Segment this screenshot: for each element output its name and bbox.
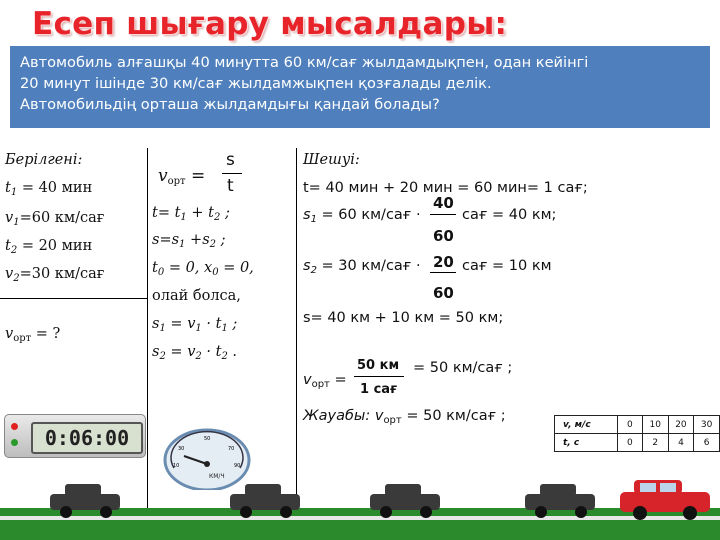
formula-s-sum: $s=s_1 +s_2$ ; — [152, 232, 226, 250]
vavg-fraction-num: 50 км — [357, 358, 400, 373]
s2-fraction-num: 20 — [433, 253, 454, 271]
vavg-fraction-bar — [354, 376, 404, 377]
formula-initial: $t_0 = 0$, $x_0 = 0$, — [152, 260, 254, 278]
formula-t-sum: $t= t_1 + t_2$ ; — [152, 205, 230, 223]
given-v1: $v_1=60$ км/сағ — [5, 210, 105, 228]
table-row — [555, 434, 720, 452]
solution-s1-line: $s_1 = 60$ км/сағ · — [303, 207, 421, 225]
speedometer-tick: 30 — [178, 446, 185, 452]
timer-green-led — [11, 439, 18, 446]
solution-s1-suffix: сағ = 40 км; — [462, 207, 557, 223]
speedometer-tick: 50 — [204, 436, 211, 442]
speed-time-table — [554, 415, 720, 452]
table-cell: 30 — [694, 416, 720, 434]
vavg-lhs: $v_{орт}$ = — [303, 372, 347, 390]
given-t1: $t_1 = 40$ мин — [5, 180, 93, 198]
table-v-label: v, м/с — [555, 416, 618, 434]
solution-t-line: t= 40 мин + 20 мин = 60 мин= 1 сағ; — [303, 180, 588, 196]
formula-then: олай болса, — [152, 288, 241, 304]
problem-line-3: Автомобильдің орташа жылдамдығы қандай болады? — [20, 96, 440, 113]
road-illustration — [0, 480, 720, 540]
given-divider — [0, 298, 147, 299]
solution-s2-suffix: сағ = 10 км — [462, 258, 552, 274]
vavg-formula-den: t — [227, 176, 234, 196]
speedometer-tick: 90 — [234, 463, 241, 469]
given-header: Берілгені: — [5, 152, 83, 168]
answer-line: Жауабы: $v_{орт} = 50$ км/сағ ; — [303, 408, 506, 426]
given-v2: $v_2=30$ км/сағ — [5, 266, 105, 284]
table-cell: 20 — [668, 416, 694, 434]
timer-red-led — [11, 423, 18, 430]
vavg-result: = 50 км/сағ ; — [413, 360, 513, 376]
s1-fraction-num: 40 — [433, 194, 454, 212]
page-title: Есеп шығару мысалдары: — [32, 6, 508, 42]
formula-s2: $s_2 = v_2 \cdot t_2$ . — [152, 344, 238, 362]
speedometer-unit: КМ/Ч — [209, 473, 225, 480]
vavg-formula-num: s — [226, 150, 235, 170]
solution-header: Шешуі: — [303, 152, 360, 168]
table-cell: 4 — [668, 434, 694, 452]
digital-timer — [4, 414, 146, 458]
problem-line-2: 20 минут ішінде 30 км/сағ жылдамжықпен қозғалады делік. — [20, 75, 492, 92]
table-cell: 0 — [617, 416, 642, 434]
vavg-fraction-den: 1 сағ — [360, 382, 398, 397]
vavg-formula-bar — [222, 173, 242, 174]
table-t-label: t, с — [555, 434, 618, 452]
find-vavg: $v_{орт}$ = ? — [5, 326, 61, 344]
speedometer-tick: 10 — [173, 463, 180, 469]
vavg-formula-lhs: $v_{орт}$ = — [158, 166, 206, 187]
formula-s1: $s_1 = v_1 \cdot t_1$ ; — [152, 316, 238, 334]
timer-display: 0:06:00 — [31, 422, 143, 454]
table-cell: 6 — [694, 434, 720, 452]
given-t2: $t_2 = 20$ мин — [5, 238, 93, 256]
speedometer-tick: 70 — [228, 446, 235, 452]
solution-s-total: s= 40 км + 10 км = 50 км; — [303, 310, 504, 326]
solution-s2-line: $s_2 = 30$ км/сағ · — [303, 258, 421, 276]
s2-fraction-bar — [430, 272, 456, 273]
problem-statement — [10, 46, 710, 128]
problem-line-1: Автомобиль алғашқы 40 минутта 60 км/сағ жылдамдықпен, одан кейінгі — [20, 54, 589, 71]
s1-fraction-bar — [430, 214, 456, 215]
table-cell: 0 — [617, 434, 642, 452]
table-row — [555, 416, 720, 434]
s1-fraction-den: 60 — [433, 227, 454, 245]
s2-fraction-den: 60 — [433, 284, 454, 302]
table-cell: 10 — [642, 416, 668, 434]
table-cell: 2 — [642, 434, 668, 452]
